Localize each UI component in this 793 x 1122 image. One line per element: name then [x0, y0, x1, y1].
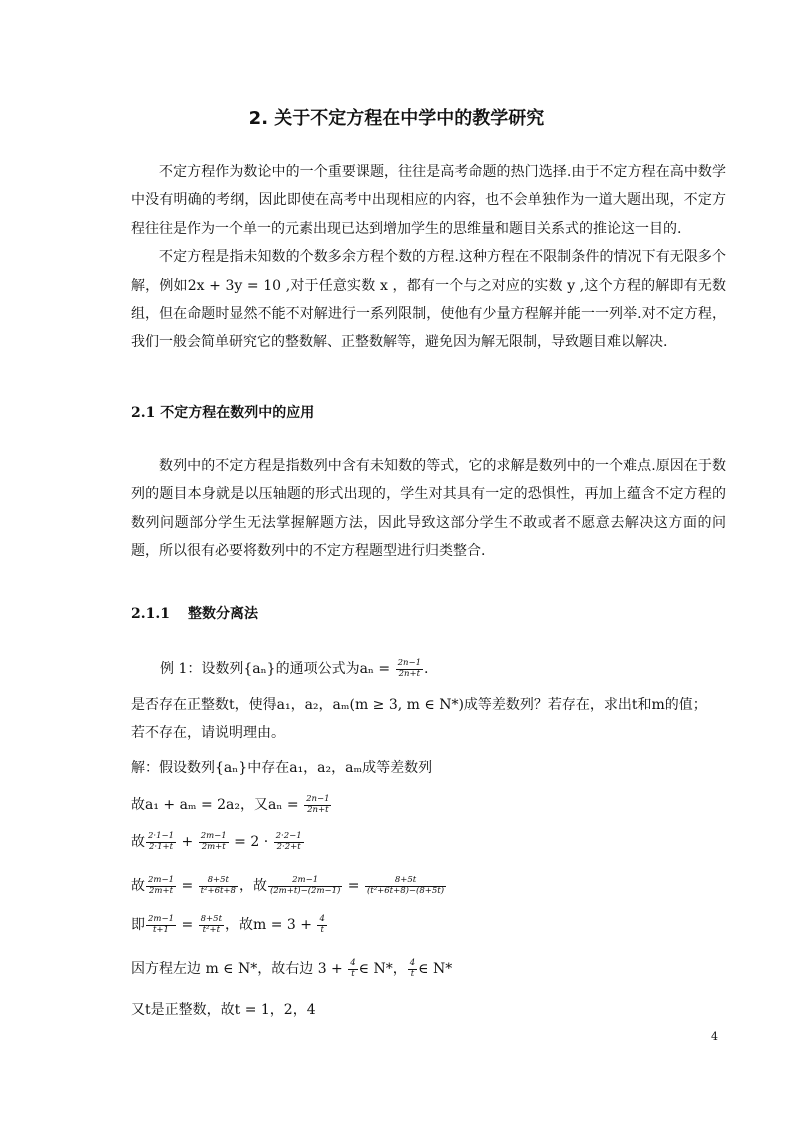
- solution-line-3: [131, 831, 305, 852]
- example-question-tail: 若不存在，请说明理由。: [131, 725, 285, 741]
- denominator: t²+6t+8: [200, 885, 236, 896]
- equals-two-times: = 2 ·: [229, 834, 273, 850]
- solution-text: ∈ N*: [418, 961, 453, 977]
- solution-text: 故a₁ + aₘ = 2a₂，又aₙ =: [131, 797, 304, 813]
- denominator: 2m+t: [148, 885, 173, 896]
- fraction-10: [317, 915, 326, 935]
- fraction-3: [274, 832, 304, 852]
- section-heading-2-1: 2.1 不定方程在数列中的应用: [131, 405, 315, 421]
- numerator: 8+5t: [365, 876, 446, 886]
- numerator: 4: [350, 958, 356, 969]
- fraction-an: [396, 659, 423, 679]
- solution-text: ，故: [238, 878, 267, 894]
- numerator: 2m−1: [268, 876, 342, 886]
- solution-text: 故: [131, 878, 145, 894]
- denominator: 2n+t: [398, 668, 421, 679]
- solution-text: ∈ N*，: [358, 961, 407, 977]
- denominator: (2m+t)−(2m−1): [269, 885, 341, 896]
- solution-line-7: 又t是正整数，故t = 1，2，4: [131, 1002, 316, 1018]
- intro-paragraph-2: 不定方程是指未知数的个数多余方程个数的方程.这种方程在不限制条件的情况下有无限多个解，例如2x + 3y = 10 ,对于任意实数 x ，都有一个与之对应的实数 y ,这个方程的解即有无数组，但在命题时显然不能不对解进行一系列限制，使他有少量方程解并能一一列举.对不定方程，我们一般会简单研究它的整数解、正整数解等，避免因为解无限制，导致题目难以解决.: [131, 249, 726, 351]
- denominator: 2·1+t: [149, 841, 174, 852]
- chapter-title: 2. 关于不定方程在中学中的教学研究: [248, 108, 545, 129]
- numerator: 2·2−1: [275, 831, 302, 842]
- page-number: 4: [711, 1030, 718, 1043]
- denominator: 2·2+t: [276, 841, 301, 852]
- solution-line-1: 解：假设数列{aₙ}中存在a₁，a₂，aₘ成等差数列: [131, 760, 433, 776]
- numerator: 2m−1: [148, 875, 174, 886]
- denominator: t+1: [153, 924, 169, 935]
- solution-text: 即: [131, 917, 145, 933]
- numerator: 4: [409, 958, 416, 969]
- fraction-9: [199, 915, 224, 935]
- solution-line-6: [131, 958, 452, 979]
- denominator: t: [351, 968, 355, 979]
- numerator: 8+5t: [199, 876, 238, 886]
- numerator: 8+5t: [200, 914, 222, 925]
- example-text: 例 1：设数列{aₙ}的通项公式为aₙ =: [160, 661, 395, 677]
- fraction-5: [199, 876, 238, 896]
- numerator: 2n−1: [306, 794, 330, 805]
- section-number: 2.1.1: [131, 606, 170, 622]
- period: .: [424, 661, 429, 677]
- intro-paragraph-1: 不定方程作为数论中的一个重要课题，往往是高考命题的热门选择.由于不定方程在高中数学中没有明确的考纲，因此即使在高考中出现相应的内容，也不会单独作为一道大题出现，不定方程往往是作为一个单一的元素出现已达到增加学生的思维量和题目关系式的推论这一目的.: [131, 164, 726, 237]
- section-title: 整数分离法: [188, 606, 258, 622]
- denominator: t²+t: [202, 924, 220, 935]
- denominator: 2m+t: [201, 841, 226, 852]
- solution-text: 故: [131, 834, 145, 850]
- fraction-11: [348, 959, 357, 979]
- fraction-6: [268, 876, 342, 896]
- fraction-12: [408, 959, 417, 979]
- equals-sign: =: [177, 917, 198, 933]
- section-2-1-paragraph: 数列中的不定方程是指数列中含有未知数的等式，它的求解是数列中的一个难点.原因在于数列的题目本身就是以压轴题的形式出现的，学生对其具有一定的恐惧性，再加上蕴含不定方程的数列问题部分学生无法掌握解题方法，因此导致这部分学生不敢或者不愿意去解决这方面的问题，所以很有必要将数列中的不定方程题型进行归类整合.: [131, 458, 726, 560]
- numerator: 2m−1: [200, 831, 227, 842]
- numerator: 4: [319, 914, 325, 925]
- solution-line-2: [131, 794, 332, 815]
- denominator: t: [410, 968, 415, 979]
- fraction-8: [146, 915, 176, 935]
- equals-sign: =: [343, 878, 364, 894]
- numerator: 2·1−1: [148, 831, 175, 842]
- numerator: 2n−1: [397, 658, 422, 669]
- intro-section: [131, 158, 726, 357]
- denominator: (t²+6t+8)−(8+5t): [366, 885, 445, 896]
- numerator: 2m−1: [148, 914, 174, 925]
- solution-line-4: [131, 875, 447, 896]
- section-2-1-body: [131, 452, 726, 566]
- plus-sign: +: [177, 834, 198, 850]
- section-heading-2-1-1: [131, 603, 258, 623]
- fraction-an-2: [304, 795, 331, 815]
- denominator: t: [320, 924, 324, 935]
- equals-sign: =: [177, 878, 198, 894]
- fraction-4: [146, 876, 176, 896]
- example-statement: [160, 658, 428, 679]
- fraction-7: [365, 876, 446, 896]
- solution-text: 因方程左边 m ∈ N*，故右边 3 +: [131, 961, 348, 977]
- example-question: 是否存在正整数t，使得a₁，a₂，aₘ(m ≥ 3, m ∈ N*)成等差数列？若存在，求出t和m的值；: [131, 697, 707, 713]
- solution-text: ，故m = 3 +: [225, 917, 317, 933]
- solution-line-5: [131, 914, 328, 935]
- fraction-1: [146, 832, 176, 852]
- fraction-2: [199, 832, 229, 852]
- denominator: 2n+t: [307, 804, 329, 815]
